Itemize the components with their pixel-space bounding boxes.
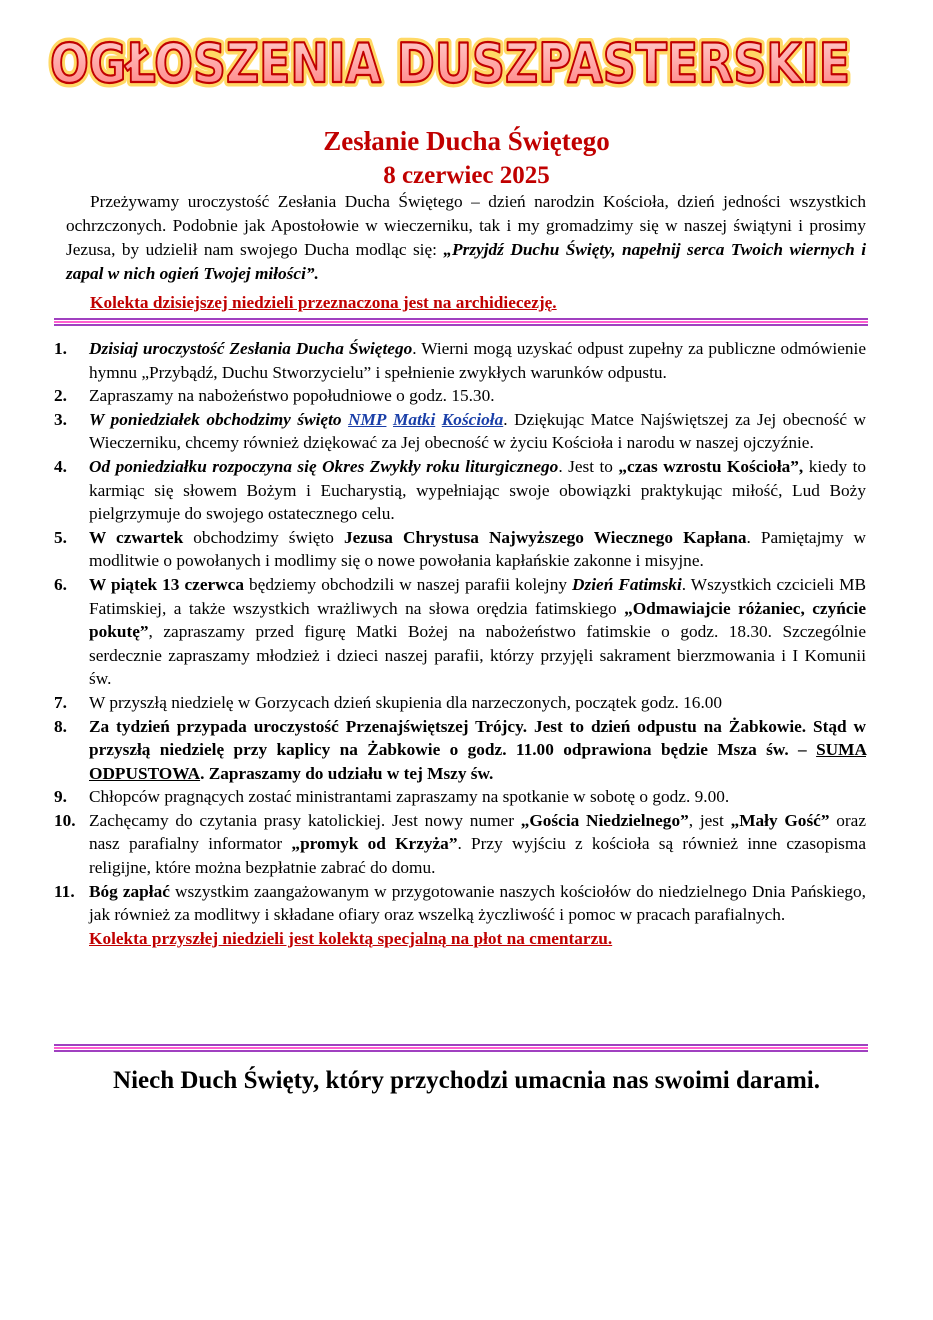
closing-blessing: Niech Duch Święty, który przychodzi umacnia nas swoimi darami. xyxy=(113,1067,820,1094)
list-item xyxy=(54,455,866,526)
announcements-list xyxy=(54,337,866,950)
item-number: 5. xyxy=(54,527,67,547)
link-kosciola[interactable]: Kościoła xyxy=(441,409,504,429)
item-number: 8. xyxy=(54,716,67,736)
item-underline: ODPUSTOWA xyxy=(89,763,201,783)
item-number: 9. xyxy=(54,787,67,807)
item-italic: Dzień Fatimski xyxy=(572,574,682,594)
item-bold: Jezusa Chrystusa Najwyższego Wiecznego Kapłana xyxy=(343,527,747,547)
item-bold: „Odmawiajcie różaniec, czyńcie pokutę” xyxy=(89,598,866,642)
item-number: 7. xyxy=(54,692,67,712)
item-lead: W czwartek xyxy=(89,527,184,547)
item-text: Zapraszamy na nabożeństwo popołudniowe o godz. 15.30. xyxy=(89,386,495,406)
kolekta-today: Kolekta dzisiejszej niedzieli przeznaczona jest na archidiecezję. xyxy=(90,293,557,312)
item-text: kiedy to karmiąc się słowem Bożym i Eucharystią, wypełniając swoje obowiązki praktykując miłość, Lud Boży pielgrzymuje do swojego ostatecznego celu. xyxy=(89,456,867,524)
link-matki[interactable]: Matki xyxy=(393,409,436,429)
item-text: , zapraszamy przed figurę Matki Bożej na nabożeństwo fatimskie o godz. 18.30. Szczególnie serdecznie zapraszamy młodzież i dzieci naszej parafii, którzy przyjęli sakrament bierzmowania i I Komunii św. xyxy=(89,622,866,689)
item-text: . Dziękując Matce Najświętszej za Jej obecność w Wieczerniku, chcemy również dziękować za Jej obecność w życiu Kościoła i narodu w naszej ojczyźnie. xyxy=(89,409,867,453)
list-item xyxy=(54,408,866,455)
item-lead: Zachęcamy do czytania prasy katolickiej. Jest nowy numer xyxy=(89,810,521,830)
item-number: 4. xyxy=(54,456,67,476)
kolekta-next-week: Kolekta przyszłej niedzieli jest kolektą specjalną na płot na cmentarzu. xyxy=(89,928,613,948)
divider-top xyxy=(54,318,868,326)
item-text: obchodzimy święto xyxy=(183,527,344,547)
item-text: . Wierni mogą uzyskać odpust zupełny za publiczne odmówienie hymnu „Przybądź, Duchu Stworzycielu” i spełnienie zwykłych warunków odpustu. xyxy=(89,339,866,382)
item-text: . Jest to xyxy=(558,456,619,476)
list-item xyxy=(54,785,866,809)
banner-wordart xyxy=(40,30,860,96)
feast-title: Zesłanie Ducha Świętego xyxy=(323,126,610,156)
list-item xyxy=(54,715,866,786)
item-number: 1. xyxy=(54,339,67,358)
header-banner xyxy=(40,30,860,96)
item-underline: SUMA xyxy=(816,740,866,760)
item-number: 6. xyxy=(54,574,67,594)
banner-outline-text: OGŁOSZENIA DUSZPASTERSKIE xyxy=(50,32,850,95)
intro-text: Przeżywamy uroczystość Zesłania Ducha Świętego – dzień narodzin Kościoła, dzień jedności wszystkich ochrzczonych. Podobnie jak Apostołowie w wieczerniku, tak i my gromadzimy się w naszej świątyni i prosimy Jezusa, by udzielił nam swojego Ducha modląc się: xyxy=(66,192,866,259)
list-item xyxy=(54,809,866,880)
item-text: W przyszłą niedzielę w Gorzycach dzień skupienia dla narzeczonych, początek godz. 16.00 xyxy=(89,692,723,712)
item-lead: Dzisiaj uroczystość Zesłania Ducha Świętego xyxy=(89,339,413,358)
item-number: 11. xyxy=(54,881,75,901)
banner-text: OGŁOSZENIA DUSZPASTERSKIE xyxy=(50,32,850,95)
item-bold: „promyk od Krzyża” xyxy=(291,834,458,854)
item-lead: Za tydzień przypada uroczystość Przenajświętszej Trójcy. Jest to dzień odpustu na Żabkowie. Stąd w przyszłą niedzielę przy kaplicy na Żabkowie o godz. 11.00 odprawiona będzie Msza św. – xyxy=(89,716,866,760)
list-item xyxy=(54,526,866,573)
item-text: Chłopców pragnących zostać ministrantami zapraszamy na spotkanie w sobotę o godz. 9.00. xyxy=(89,787,730,807)
list-item xyxy=(54,691,866,715)
item-text: . Przy wyjściu z kościoła są również inne czasopisma religijne, które można bezpłatnie zabrać do domu. xyxy=(89,834,866,878)
list-item xyxy=(54,880,866,951)
item-bold: „Gościa Niedzielnego” xyxy=(520,810,689,830)
item-number: 10. xyxy=(54,810,76,830)
item-text: wszystkim zaangażowanym w przygotowanie naszych kościołów do niedzielnego Dnia Pańskiego, jak również za modlitwy i składane ofiary oraz wszelką życzliwość i pomoc w pracach parafialnych. xyxy=(89,881,866,925)
item-text: . Zapraszamy do udziału w tej Mszy św. xyxy=(200,763,494,783)
list-item xyxy=(54,384,866,408)
item-lead: W poniedziałek obchodzimy święto xyxy=(89,409,349,429)
item-bold: „czas wzrostu Kościoła”, xyxy=(618,456,804,476)
intro-paragraph xyxy=(66,190,866,286)
item-number: 2. xyxy=(54,386,67,406)
item-lead: Bóg zapłać xyxy=(89,881,170,901)
item-text: . Wszystkich czcicieli MB Fatimskiej, a także wszystkich wrażliwych na słowa orędzia fatimskiego xyxy=(89,574,866,618)
list-item xyxy=(54,573,866,691)
divider-bottom xyxy=(54,1044,868,1052)
feast-date: 8 czerwiec 2025 xyxy=(383,162,550,189)
item-text: . Pamiętajmy w modlitwie o powołanych i modlimy się o nowe powołania kapłańskie zakonne i misyjne. xyxy=(89,527,867,571)
link-nmp[interactable]: NMP xyxy=(348,409,387,429)
list-item xyxy=(54,337,866,384)
intro-prayer: „Przyjdź Duchu Święty, napełnij serca Twoich wiernych i zapal w nich ogień Twojej miłości”. xyxy=(66,240,866,283)
item-text: oraz nasz parafialny informator xyxy=(89,810,866,854)
item-text: , jest xyxy=(688,810,731,830)
item-lead: W piątek 13 czerwca xyxy=(89,574,244,594)
item-text: będziemy obchodzili w naszej parafii kolejny xyxy=(243,574,573,594)
item-bold: „Mały Gość” xyxy=(730,810,830,830)
item-number: 3. xyxy=(54,409,67,429)
item-lead: Od poniedziałku rozpoczyna się Okres Zwykły roku liturgicznego xyxy=(89,456,559,476)
